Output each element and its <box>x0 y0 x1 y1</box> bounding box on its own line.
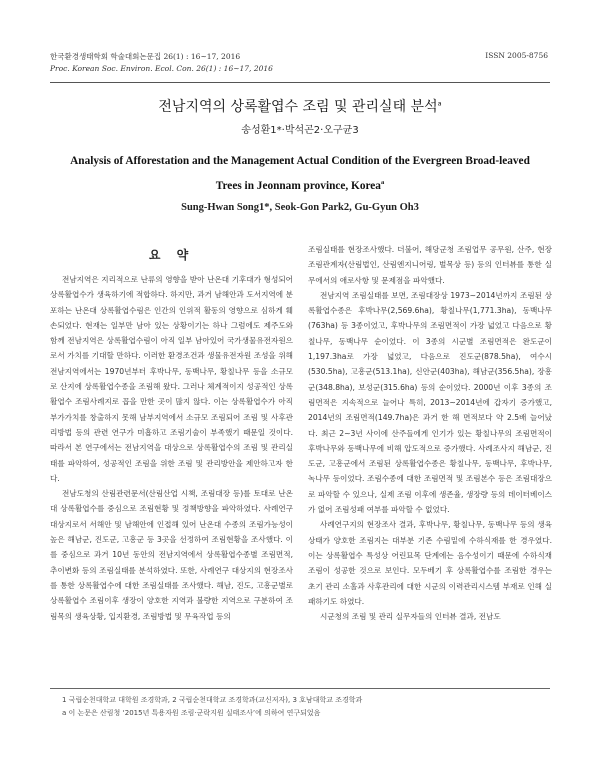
paragraph: 조림실태를 현장조사했다. 더불어, 해당군청 조림업무 공무원, 산주, 현장조림관계자(산림법인, 산림엔지니어링, 벌목상 등) 등의 인터뷰를 통한 실무에서의 애로사항 및 문제점을 파악했다. <box>308 245 552 285</box>
paragraph: 전남지역은 지리적으로 난류의 영향을 받아 난온대 기후대가 형성되어 상록활엽수가 생육하기에 적합하다. 하지만, 과거 남해안과 도서지역에 분포하는 난온대 상록활엽수림은 인간의 인위적 활동의 영향으로 심하게 훼손되었다. 현재는 일부만 남아 있는 상황이기는 하나 그럼에도 제주도와 함께 전남지역은 상록활엽수림이 아직 일부 남아있어 국가생물유전자원으로서 가치를 기대할 만하다. 이러한 환경조건과 생물유전자원 조성을 위해 전남지역에서는 1970년부터 후박나무, 동백나무, 황칠나무 등을 소규모로 산지에 상록활엽수종을 조림해 왔다. 그러나 체계적이지 성공적인 상록활엽수 조림사례지로 꼽을 만한 곳이 많지 않다. 이는 상록활엽수가 아직 부가가치를 창출하지 못해 남부지역에서 소규모 조림되어 조림 및 사후관리방법 등의 관련 연구가 미흡하고 조림기술이 부족했기 때문일 것이다. 따라서 본 연구에서는 전남지역을 대상으로 상록활엽수의 조림 및 관리실태를 파악하여, 성공적인 조림을 위한 조림 및 관리방안을 제안하고자 한다. <box>50 275 293 483</box>
title-en-line1: Analysis of Afforestation and the Management Actual Condition of the Evergreen Broad-leaved <box>70 155 530 167</box>
paragraph: 사례연구지의 현장조사 결과, 후박나무, 황칠나무, 동백나무 등의 생육상태가 양호한 조림지는 대부분 기존 수림밑에 수하식재를 한 경우였다. 이는 상록활엽수 특성상 어린묘목 단계에는 음수성이기 때문에 수하식재 조림이 성공한 것으로 보인다. 모두베기 후 상록활엽수를 조림한 경우는 초기 관리 소홀과 사후관리에 대한 시군의 이력관리시스템 부재로 인해 실패하기도 하였다. <box>308 520 552 606</box>
issn: ISSN 2005-8756 <box>485 51 548 60</box>
title-en-line2 <box>40 172 560 197</box>
paragraph: 전남도청의 산림관련문서(산림산업 시책, 조림대장 등)를 토대로 난온대 상록활엽수를 중심으로 조림현황 및 정책방향을 파악하였다. 사례연구 대상지로서 서해안 및 남해안에 인접해 있어 난온대 수종의 조림가능성이 높은 해남군, 진도군, 고흥군 등 3곳을 선정하여 조림현황을 조사했다. 이를 중심으로 과거 10년 동안의 전남지역에서 상록활엽수종별 조림면적, 추이변화 등의 조림실태를 분석하였다. 또한, 사례연구 대상지의 현장조사를 통한 상록활엽수에 대한 조림실태를 조사했다. 해남, 진도, 고흥군별로 상록활엽수 조림이후 생장이 양호한 지역과 불량한 지역으로 구분하여 조림목의 생육상황, 입지환경, 조림방법 및 무육작업 등의 <box>50 489 293 621</box>
footnotes <box>62 694 362 720</box>
title-en-line2-text: Trees in Jeonnam province, Korea <box>215 179 381 192</box>
footnote-funding: a 이 논문은 산림청 ‘2015년 특용자원 조림·군락지원 실태조사’에 의하여 연구되었음 <box>62 709 321 717</box>
title-ko <box>0 96 600 116</box>
paragraph: 시군청의 조림 및 관리 실무자들의 인터뷰 결과, 전남도 <box>320 612 501 622</box>
journal-en: Proc. Korean Soc. Environ. Ecol. Con. 26(1) : 16~17, 2016 <box>50 64 273 73</box>
header-rule <box>50 82 550 83</box>
left-column <box>50 272 293 624</box>
authors-ko: 송성환1*·박석곤2·오구균3 <box>241 125 359 136</box>
footnote-rule <box>50 688 550 689</box>
authors-en: Sung-Hwan Song1*, Seok-Gon Park2, Gu-Gyun Oh3 <box>181 202 419 213</box>
journal-ko: 한국환경생태학회 학술대회논문집 26(1) : 16~17, 2016 <box>50 52 241 61</box>
journal-header <box>50 51 273 75</box>
abstract-title: 요 약 <box>148 248 195 262</box>
title-ko-sup: a <box>437 99 442 108</box>
right-column <box>308 242 552 624</box>
paragraph: 전남지역 조림실태를 보면, 조림대장상 1973~2014년까지 조림된 상록활엽수종은 후박나무(2,569.6ha), 황칠나무(1,771.3ha), 동백나무(763ha) 등 3종이었고, 후박나무의 조림면적이 가장 넓었고 다음으로 황칠나무, 동백나무 순이었다. 이 3종의 시군별 조림면적은 완도군이 1,197.3ha로 가장 넓었고, 다음으로 진도군(878.5ha), 여수시(530.5ha), 고흥군(513.1ha), 신안군(403ha), 해남군(356.5ha), 장흥군(348.8ha), 보성군(315.6ha) 등의 순이었다. 2000년 이후 3종의 조림면적은 지속적으로 늘어나 특히, 2013~2014년에 갑자기 증가했고, 2014년의 조림면적(149.7ha)은 과거 한 해 면적보다 약 2.5배 늘어났다. 최근 2~3년 사이에 산주들에게 인기가 있는 황칠나무의 조림면적이 후박나무와 동백나무에 비해 압도적으로 증가했다. 사례조사지 해남군, 진도군, 고흥군에서 조림된 상록활엽수종은 황칠나무, 동백나무, 후박나무, 녹나무 등이었다. 조림수종에 대한 조림면적 및 조림본수 등은 조림대장으로 파악할 수 있으나, 실제 조림 이후에 생존율, 생장량 등의 데이터베이스가 없어 조림성패 여부를 파악할 수 없었다. <box>308 290 552 515</box>
title-en-sup: a <box>380 179 385 186</box>
footnote-affiliations: 1 국립순천대학교 대학원 조경학과, 2 국립순천대학교 조경학과(교신저자), 3 호남대학교 조경학과 <box>62 696 363 704</box>
title-ko-text: 전남지역의 상록활엽수 조림 및 관리실태 분석 <box>158 99 438 115</box>
title-en <box>40 151 560 197</box>
